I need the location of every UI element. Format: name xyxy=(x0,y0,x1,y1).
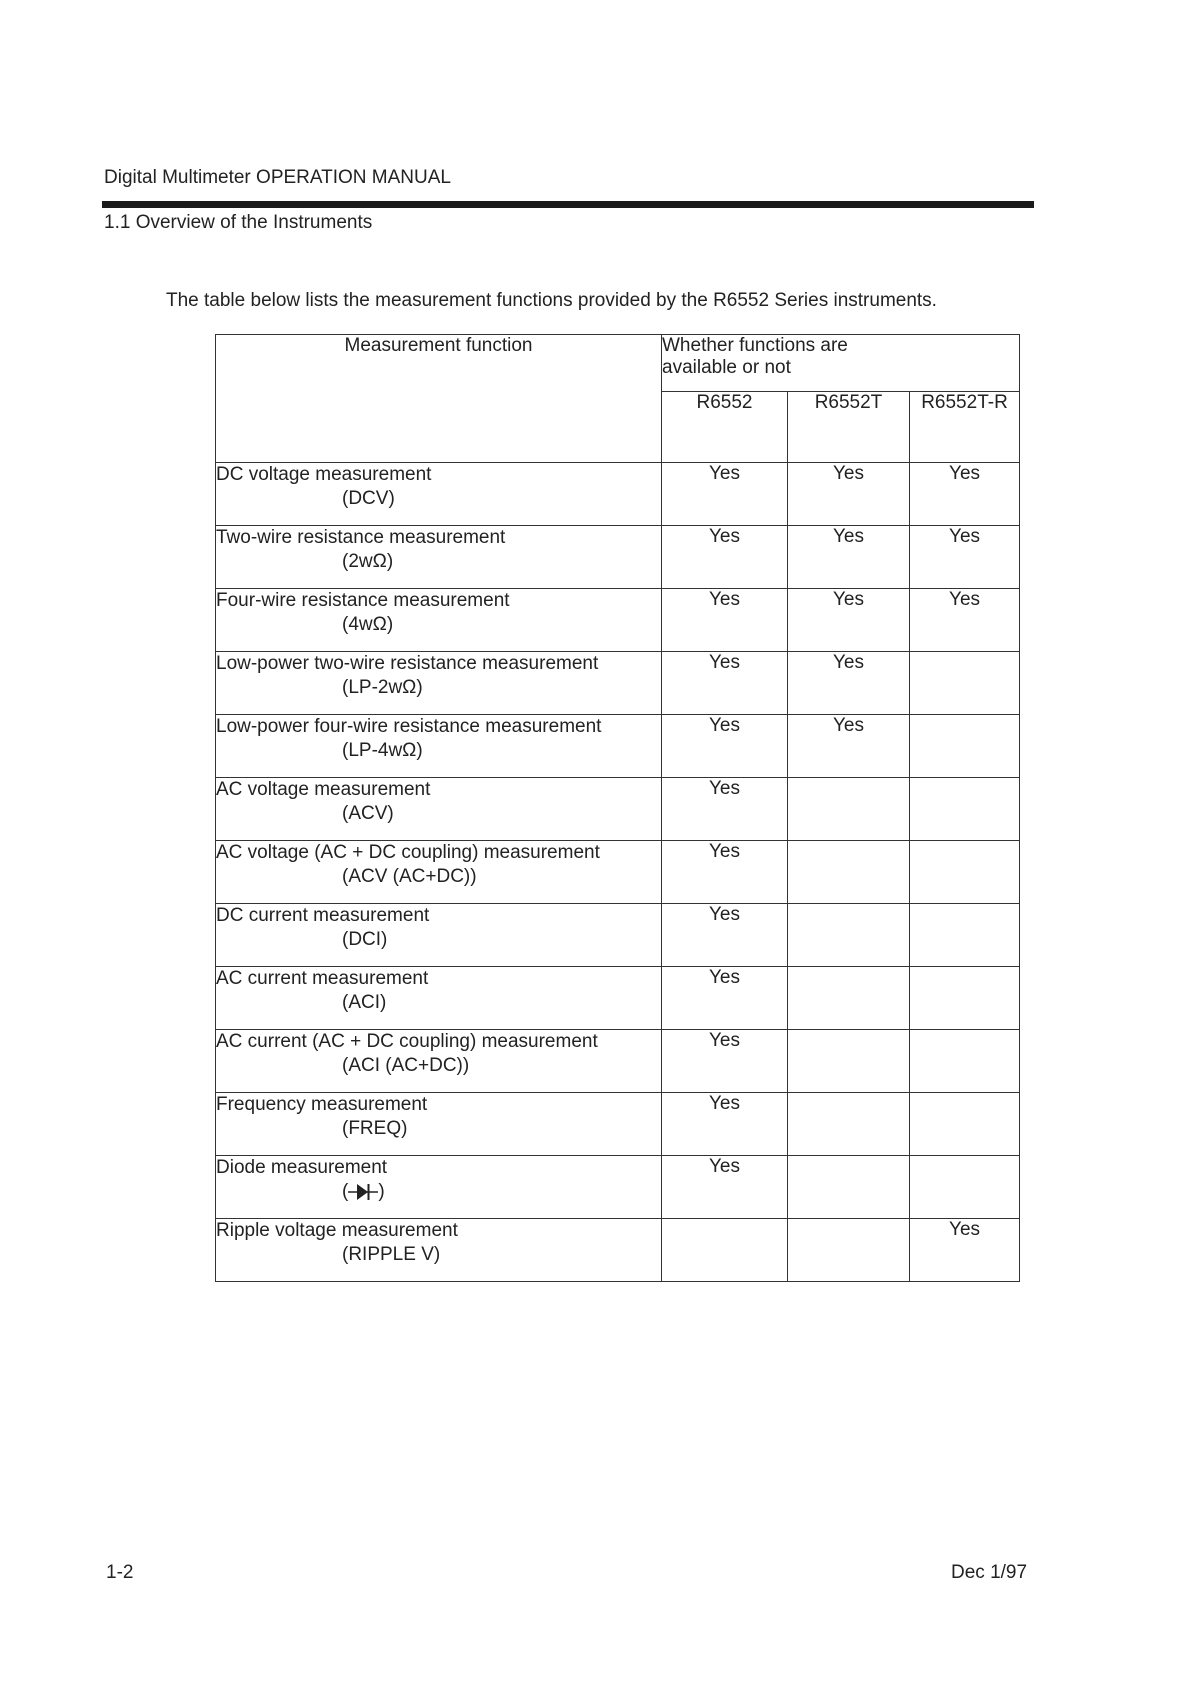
cell-r6552: Yes xyxy=(662,904,788,967)
cell-r6552: Yes xyxy=(662,1156,788,1219)
cell-r6552t xyxy=(788,1219,910,1282)
cell-r6552: Yes xyxy=(662,463,788,526)
cell-r6552t-r xyxy=(910,841,1020,904)
cell-r6552t xyxy=(788,1093,910,1156)
diode-abbr-close: ) xyxy=(378,1181,385,1202)
table-row xyxy=(216,1093,1020,1156)
diode-abbr-open: ( xyxy=(342,1181,349,1202)
function-abbr: (DCI) xyxy=(342,929,388,950)
table-row xyxy=(216,1219,1020,1282)
cell-r6552t-r: Yes xyxy=(910,526,1020,589)
cell-r6552t-r xyxy=(910,1093,1020,1156)
function-abbr: (ACV (AC+DC)) xyxy=(342,866,477,887)
cell-r6552: Yes xyxy=(662,778,788,841)
function-abbr: (LP-4wΩ) xyxy=(342,740,423,761)
cell-r6552t-r: Yes xyxy=(910,589,1020,652)
cell-r6552t-r xyxy=(910,778,1020,841)
function-abbr: (4wΩ) xyxy=(342,614,394,635)
table-row xyxy=(216,1156,1020,1219)
cell-r6552: Yes xyxy=(662,589,788,652)
header-measurement-function: Measurement function xyxy=(216,335,662,463)
cell-r6552: Yes xyxy=(662,652,788,715)
function-abbr: (LP-2wΩ) xyxy=(342,677,423,698)
function-name: DC current measurement xyxy=(216,905,430,926)
functions-table xyxy=(215,334,1020,1282)
header-model-r6552t: R6552T xyxy=(788,392,910,463)
diode-symbol-icon xyxy=(348,1182,378,1202)
function-abbr: (FREQ) xyxy=(342,1118,408,1139)
revision-date: Dec 1/97 xyxy=(951,1562,1028,1583)
header-availability-line1: Whether functions are xyxy=(662,335,848,356)
function-name: AC voltage measurement xyxy=(216,779,431,800)
table-row xyxy=(216,526,1020,589)
table-row xyxy=(216,967,1020,1030)
intro-paragraph: The table below lists the measurement functions provided by the R6552 Series instruments. xyxy=(166,290,937,311)
function-name: Four-wire resistance measurement xyxy=(216,590,510,611)
cell-r6552: Yes xyxy=(662,841,788,904)
cell-r6552: Yes xyxy=(662,1030,788,1093)
function-name: AC current measurement xyxy=(216,968,429,989)
function-name: Low-power four-wire resistance measurement xyxy=(216,716,602,737)
cell-r6552t-r xyxy=(910,715,1020,778)
table-row xyxy=(216,715,1020,778)
cell-r6552 xyxy=(662,1219,788,1282)
function-abbr: (2wΩ) xyxy=(342,551,394,572)
manual-title: Digital Multimeter OPERATION MANUAL xyxy=(104,167,451,188)
cell-r6552t-r: Yes xyxy=(910,463,1020,526)
table-row xyxy=(216,652,1020,715)
function-abbr: (ACV) xyxy=(342,803,394,824)
function-name: Ripple voltage measurement xyxy=(216,1220,458,1241)
table-row xyxy=(216,778,1020,841)
table-row xyxy=(216,589,1020,652)
cell-r6552: Yes xyxy=(662,1093,788,1156)
function-abbr: (ACI) xyxy=(342,992,387,1013)
cell-r6552t-r xyxy=(910,652,1020,715)
function-abbr: (ACI (AC+DC)) xyxy=(342,1055,470,1076)
cell-r6552: Yes xyxy=(662,715,788,778)
table-row xyxy=(216,463,1020,526)
header-model-r6552t-r: R6552T-R xyxy=(910,392,1020,463)
cell-r6552t xyxy=(788,1156,910,1219)
cell-r6552t: Yes xyxy=(788,652,910,715)
function-name: Frequency measurement xyxy=(216,1094,428,1115)
cell-r6552t xyxy=(788,967,910,1030)
table-row xyxy=(216,841,1020,904)
function-abbr-diode xyxy=(216,1180,661,1204)
function-name: AC current (AC + DC coupling) measurement xyxy=(216,1031,598,1052)
page-number: 1-2 xyxy=(106,1562,134,1583)
cell-r6552t-r xyxy=(910,904,1020,967)
cell-r6552t xyxy=(788,1030,910,1093)
header-model-r6552: R6552 xyxy=(662,392,788,463)
function-abbr: (DCV) xyxy=(342,488,395,509)
cell-r6552: Yes xyxy=(662,967,788,1030)
table-row xyxy=(216,904,1020,967)
function-name: Low-power two-wire resistance measurement xyxy=(216,653,599,674)
cell-r6552t xyxy=(788,841,910,904)
header-availability-line2: available or not xyxy=(662,357,791,378)
cell-r6552t xyxy=(788,904,910,967)
table-row xyxy=(216,1030,1020,1093)
cell-r6552t: Yes xyxy=(788,463,910,526)
header-availability xyxy=(662,335,1020,392)
function-name: Diode measurement xyxy=(216,1157,388,1178)
function-name: AC voltage (AC + DC coupling) measurement xyxy=(216,842,600,863)
cell-r6552: Yes xyxy=(662,526,788,589)
cell-r6552t xyxy=(788,778,910,841)
cell-r6552t: Yes xyxy=(788,589,910,652)
function-name: Two-wire resistance measurement xyxy=(216,527,506,548)
cell-r6552t-r xyxy=(910,1030,1020,1093)
cell-r6552t-r: Yes xyxy=(910,1219,1020,1282)
function-name: DC voltage measurement xyxy=(216,464,432,485)
cell-r6552t: Yes xyxy=(788,715,910,778)
cell-r6552t-r xyxy=(910,967,1020,1030)
cell-r6552t-r xyxy=(910,1156,1020,1219)
cell-r6552t: Yes xyxy=(788,526,910,589)
function-abbr: (RIPPLE V) xyxy=(342,1244,441,1265)
header-rule xyxy=(102,201,1034,208)
section-title: 1.1 Overview of the Instruments xyxy=(104,212,373,233)
